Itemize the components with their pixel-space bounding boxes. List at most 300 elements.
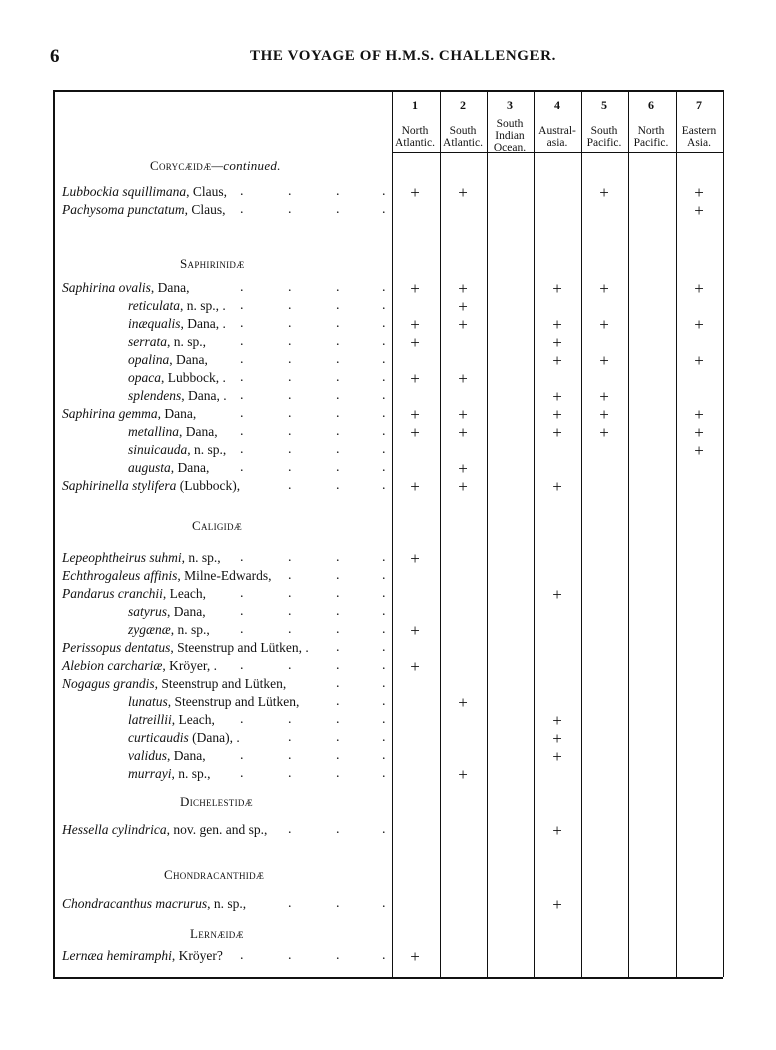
presence-mark: + (410, 621, 420, 640)
authority: , Steenstrup and Lütken, . (170, 640, 309, 655)
authority: , Dana, (167, 748, 206, 763)
leader-dot: . (336, 730, 340, 745)
genus-name: Nogagus (62, 676, 114, 691)
species-entry (128, 604, 206, 620)
leader-dot: . (336, 184, 340, 199)
authority: , n. sp., (187, 442, 227, 457)
column-name-line: asia. (546, 137, 568, 149)
leader-dot: . (336, 712, 340, 727)
authority: , Dana, (170, 460, 210, 475)
leader-dot: . (382, 184, 386, 199)
genus-name: Lernæa (62, 948, 107, 963)
column-rule (676, 90, 677, 977)
species-name: curticaudis (128, 730, 189, 745)
leader-dot: . (240, 948, 244, 963)
presence-mark: + (599, 315, 609, 334)
presence-mark: + (552, 279, 562, 298)
species-name: sinuicauda (128, 442, 188, 457)
leader-dot: . (240, 280, 244, 295)
presence-mark: + (552, 895, 562, 914)
column-number: 1 (412, 98, 418, 112)
leader-dot: . (240, 460, 244, 475)
presence-mark: + (458, 297, 468, 316)
species-name: lunatus (128, 694, 168, 709)
leader-dot: . (382, 748, 386, 763)
authority: , Dana, (167, 604, 206, 619)
leader-dot: . (382, 604, 386, 619)
leader-dot: . (382, 948, 386, 963)
leader-dot: . (240, 352, 244, 367)
presence-mark: + (599, 183, 609, 202)
presence-mark: + (458, 765, 468, 784)
leader-dot: . (382, 478, 386, 493)
family-heading (192, 518, 242, 534)
family-heading (180, 794, 253, 810)
leader-dot: . (240, 442, 244, 457)
column-rule (723, 90, 724, 977)
species-name: grandis (113, 676, 155, 691)
family-name: Saphirinidæ (180, 256, 245, 271)
species-entry (128, 370, 226, 386)
family-name: Chondracanthidæ (164, 867, 265, 882)
species-name: opalina (128, 352, 170, 367)
column-name-line: North (401, 125, 429, 137)
authority: (Lubbock), (176, 478, 241, 493)
species-name: opaca (128, 370, 161, 385)
authority: , Dana, (169, 352, 208, 367)
running-title: THE VOYAGE OF H.M.S. CHALLENGER. (250, 48, 556, 64)
column-rule (440, 90, 441, 977)
column-name (440, 125, 486, 149)
leader-dot: . (288, 280, 292, 295)
leader-dot: . (240, 388, 244, 403)
authority: , n. sp., (207, 896, 247, 911)
species-name: serrata (128, 334, 168, 349)
leader-dot: . (288, 622, 292, 637)
leader-dot: . (382, 442, 386, 457)
species-name: affinis (143, 568, 178, 583)
species-entry (128, 694, 299, 710)
presence-mark: + (458, 405, 468, 424)
species-name: ovalis (118, 280, 151, 295)
species-name: metallina (128, 424, 179, 439)
species-entry (62, 550, 221, 566)
leader-dot: . (382, 352, 386, 367)
species-entry (62, 586, 206, 602)
leader-dot: . (240, 622, 244, 637)
leader-dot: . (288, 388, 292, 403)
column-name-line: Pacific. (586, 137, 622, 149)
leader-dot: . (382, 622, 386, 637)
genus-name: Alebion (62, 658, 108, 673)
leader-dot: . (288, 370, 292, 385)
family-name: Lernæidæ (190, 926, 244, 941)
species-name: carchariæ (107, 658, 163, 673)
species-entry (62, 658, 217, 674)
leader-dot: . (288, 712, 292, 727)
column-rule (487, 90, 488, 977)
leader-dot: . (288, 298, 292, 313)
presence-mark: + (694, 423, 704, 442)
species-name: suhmi (149, 550, 182, 565)
leader-dot: . (288, 184, 292, 199)
leader-dot: . (336, 586, 340, 601)
presence-mark: + (694, 279, 704, 298)
leader-dot: . (382, 568, 386, 583)
species-name: hemiramphi (106, 948, 172, 963)
leader-dot: . (288, 334, 292, 349)
leader-dot: . (288, 442, 292, 457)
leader-dot: . (382, 658, 386, 673)
leader-dot: . (336, 280, 340, 295)
column-name (487, 118, 533, 154)
column-number: 3 (507, 98, 513, 112)
leader-dot: . (336, 352, 340, 367)
presence-mark: + (552, 423, 562, 442)
leader-dot: . (382, 640, 386, 655)
species-entry (128, 712, 215, 728)
genus-name: Pandarus (62, 586, 118, 601)
genus-name: Echthrogaleus (62, 568, 144, 583)
leader-dot: . (288, 586, 292, 601)
family-name: Dichelestidæ (180, 794, 253, 809)
table-top-rule (53, 90, 723, 92)
presence-mark: + (458, 459, 468, 478)
authority: , Dana, (179, 424, 218, 439)
species-entry (128, 424, 218, 440)
family-name: Corycæidæ (150, 158, 212, 173)
species-entry (62, 280, 190, 296)
authority: , n. sp., (170, 622, 210, 637)
presence-mark: + (552, 477, 562, 496)
presence-mark: + (458, 477, 468, 496)
family-heading (164, 867, 264, 883)
leader-dot: . (382, 694, 386, 709)
species-entry (128, 766, 211, 782)
column-name (392, 125, 438, 149)
page-number: 6 (50, 46, 60, 67)
column-name-line: Atlantic. (395, 137, 435, 149)
column-rule (628, 90, 629, 977)
presence-mark: + (410, 947, 420, 966)
species-name: latreillii (128, 712, 172, 727)
column-number: 4 (554, 98, 560, 112)
column-name-line: Asia. (687, 137, 711, 149)
leader-dot: . (336, 202, 340, 217)
leader-dot: . (240, 316, 244, 331)
leader-dot: . (288, 748, 292, 763)
leader-dot: . (240, 184, 244, 199)
leader-dot: . (336, 766, 340, 781)
leader-dot: . (240, 604, 244, 619)
leader-dot: . (382, 460, 386, 475)
presence-mark: + (599, 387, 609, 406)
species-entry (62, 640, 309, 656)
column-name-line: Eastern (681, 125, 717, 137)
species-entry (128, 334, 206, 350)
leader-dot: . (382, 712, 386, 727)
leader-dot: . (240, 370, 244, 385)
presence-mark: + (410, 315, 420, 334)
species-name: zygænæ (128, 622, 171, 637)
leader-dot: . (240, 712, 244, 727)
species-name: cranchii (117, 586, 163, 601)
family-heading (190, 926, 244, 942)
leader-dot: . (240, 424, 244, 439)
leader-dot: . (336, 622, 340, 637)
leader-dot: . (288, 478, 292, 493)
presence-mark: + (458, 315, 468, 334)
presence-mark: + (694, 351, 704, 370)
species-entry (128, 622, 210, 638)
presence-mark: + (458, 183, 468, 202)
leader-dot: . (240, 748, 244, 763)
species-name: validus (128, 748, 167, 763)
presence-mark: + (552, 821, 562, 840)
species-entry (62, 676, 286, 692)
leader-dot: . (382, 676, 386, 691)
leader-dot: . (382, 586, 386, 601)
authority: , n. sp., (167, 334, 207, 349)
presence-mark: + (694, 441, 704, 460)
column-name (534, 125, 580, 149)
leader-dot: . (382, 298, 386, 313)
column-name (581, 125, 627, 149)
leader-dot: . (288, 424, 292, 439)
presence-mark: + (599, 351, 609, 370)
leader-dot: . (336, 478, 340, 493)
leader-dot: . (336, 460, 340, 475)
leader-dot: . (240, 766, 244, 781)
presence-mark: + (694, 183, 704, 202)
presence-mark: + (552, 387, 562, 406)
leader-dot: . (288, 604, 292, 619)
species-name: murrayi (128, 766, 172, 781)
presence-mark: + (410, 333, 420, 352)
genus-name: Lepeophtheirus (62, 550, 150, 565)
family-heading (180, 256, 245, 272)
species-entry (128, 388, 227, 404)
species-entry (128, 460, 209, 476)
family-name: Caligidæ (192, 518, 243, 533)
species-name: squillimana (122, 184, 187, 199)
genus-name: Saphirina (62, 406, 119, 421)
column-name-line: Austral- (538, 125, 576, 137)
genus-name: Saphirinella (62, 478, 133, 493)
species-name: satyrus (128, 604, 168, 619)
genus-name: Chondracanthus (62, 896, 156, 911)
authority: , Claus, (184, 202, 226, 217)
column-name-line: North (637, 125, 665, 137)
leader-dot: . (288, 202, 292, 217)
genus-name: Hessella (62, 822, 112, 837)
leader-dot: . (336, 658, 340, 673)
column-number: 6 (648, 98, 654, 112)
leader-dot: . (382, 766, 386, 781)
column-rule (534, 90, 535, 977)
presence-mark: + (599, 279, 609, 298)
leader-dot: . (382, 406, 386, 421)
species-name: splendens (128, 388, 182, 403)
leader-dot: . (336, 316, 340, 331)
leader-dot: . (336, 406, 340, 421)
authority: , Steenstrup and Lütken, (154, 676, 287, 691)
species-entry (62, 568, 272, 584)
presence-mark: + (410, 549, 420, 568)
species-entry (62, 822, 267, 838)
leader-dot: . (336, 748, 340, 763)
authority: , Dana, (157, 406, 197, 421)
leader-dot: . (336, 298, 340, 313)
presence-mark: + (694, 315, 704, 334)
presence-mark: + (410, 369, 420, 388)
species-entry (128, 730, 240, 746)
leader-dot: . (240, 550, 244, 565)
column-name-line: Ocean. (493, 142, 527, 154)
leader-dot: . (240, 202, 244, 217)
presence-mark: + (458, 423, 468, 442)
table-left-rule (53, 90, 55, 977)
species-entry (62, 202, 226, 218)
column-name (628, 125, 674, 149)
authority: , Leach, (171, 712, 215, 727)
presence-mark: + (552, 315, 562, 334)
leader-dot: . (336, 550, 340, 565)
authority: , Dana, . (181, 388, 227, 403)
species-name: stylifera (132, 478, 177, 493)
species-name: cylindrica (111, 822, 167, 837)
authority: (Dana), . (188, 730, 240, 745)
authority: , Dana, . (180, 316, 226, 331)
column-number: 2 (460, 98, 466, 112)
leader-dot: . (336, 694, 340, 709)
species-name: augusta (128, 460, 171, 475)
leader-dot: . (288, 550, 292, 565)
leader-dot: . (382, 316, 386, 331)
leader-dot: . (382, 822, 386, 837)
column-rule (392, 90, 393, 977)
species-entry (128, 316, 226, 332)
presence-mark: + (458, 279, 468, 298)
leader-dot: . (336, 948, 340, 963)
presence-mark: + (410, 279, 420, 298)
species-entry (128, 352, 208, 368)
presence-mark: + (410, 405, 420, 424)
species-name: gemma (118, 406, 158, 421)
column-name-line: Pacific. (633, 137, 669, 149)
column-name-line: Indian (495, 130, 525, 142)
genus-name: Lubbockia (62, 184, 123, 199)
authority: , n. sp., . (180, 298, 226, 313)
genus-name: Pachysoma (62, 202, 128, 217)
presence-mark: + (599, 423, 609, 442)
species-name: macrurus (155, 896, 208, 911)
species-entry (62, 948, 223, 964)
authority: , Kröyer, . (162, 658, 217, 673)
leader-dot: . (240, 334, 244, 349)
presence-mark: + (552, 333, 562, 352)
leader-dot: . (382, 370, 386, 385)
table-bottom-rule (53, 977, 723, 979)
leader-dot: . (336, 442, 340, 457)
leader-dot: . (336, 676, 340, 691)
genus-name: Perissopus (62, 640, 125, 655)
leader-dot: . (240, 586, 244, 601)
leader-dot: . (336, 370, 340, 385)
leader-dot: . (240, 298, 244, 313)
authority: , Claus, (186, 184, 228, 199)
leader-dot: . (382, 202, 386, 217)
presence-mark: + (552, 711, 562, 730)
leader-dot: . (382, 550, 386, 565)
leader-dot: . (288, 948, 292, 963)
leader-dot: . (336, 640, 340, 655)
presence-mark: + (410, 477, 420, 496)
presence-mark: + (458, 693, 468, 712)
leader-dot: . (288, 896, 292, 911)
presence-mark: + (410, 423, 420, 442)
authority: , Steenstrup and Lütken, (167, 694, 300, 709)
presence-mark: + (552, 351, 562, 370)
leader-dot: . (336, 424, 340, 439)
leader-dot: . (288, 406, 292, 421)
presence-mark: + (458, 369, 468, 388)
species-name: reticulata (128, 298, 180, 313)
species-entry (62, 896, 246, 912)
leader-dot: . (382, 730, 386, 745)
leader-dot: . (382, 896, 386, 911)
species-name: punctatum (127, 202, 185, 217)
authority: , Lubbock, . (161, 370, 226, 385)
leader-dot: . (240, 658, 244, 673)
leader-dot: . (382, 280, 386, 295)
leader-dot: . (288, 316, 292, 331)
authority: , Dana, (150, 280, 190, 295)
authority: , n. sp., (171, 766, 211, 781)
presence-mark: + (694, 405, 704, 424)
leader-dot: . (288, 730, 292, 745)
leader-dot: . (240, 406, 244, 421)
genus-name: Saphirina (62, 280, 119, 295)
species-name: dentatus (124, 640, 171, 655)
column-name (676, 125, 722, 149)
leader-dot: . (382, 424, 386, 439)
column-name-line: Atlantic. (443, 137, 483, 149)
presence-mark: + (410, 657, 420, 676)
species-entry (62, 478, 240, 494)
leader-dot: . (336, 334, 340, 349)
presence-mark: + (410, 183, 420, 202)
species-entry (62, 406, 196, 422)
authority: , Kröyer? (171, 948, 223, 963)
presence-mark: + (552, 729, 562, 748)
family-heading (150, 158, 281, 174)
column-rule (581, 90, 582, 977)
presence-mark: + (599, 405, 609, 424)
species-entry (62, 184, 227, 200)
presence-mark: + (552, 405, 562, 424)
leader-dot: . (336, 896, 340, 911)
column-number: 7 (696, 98, 702, 112)
species-entry (128, 748, 206, 764)
leader-dot: . (336, 604, 340, 619)
leader-dot: . (288, 352, 292, 367)
authority: , Milne-Edwards, (177, 568, 272, 583)
presence-mark: + (552, 747, 562, 766)
leader-dot: . (288, 766, 292, 781)
presence-mark: + (552, 585, 562, 604)
leader-dot: . (288, 658, 292, 673)
